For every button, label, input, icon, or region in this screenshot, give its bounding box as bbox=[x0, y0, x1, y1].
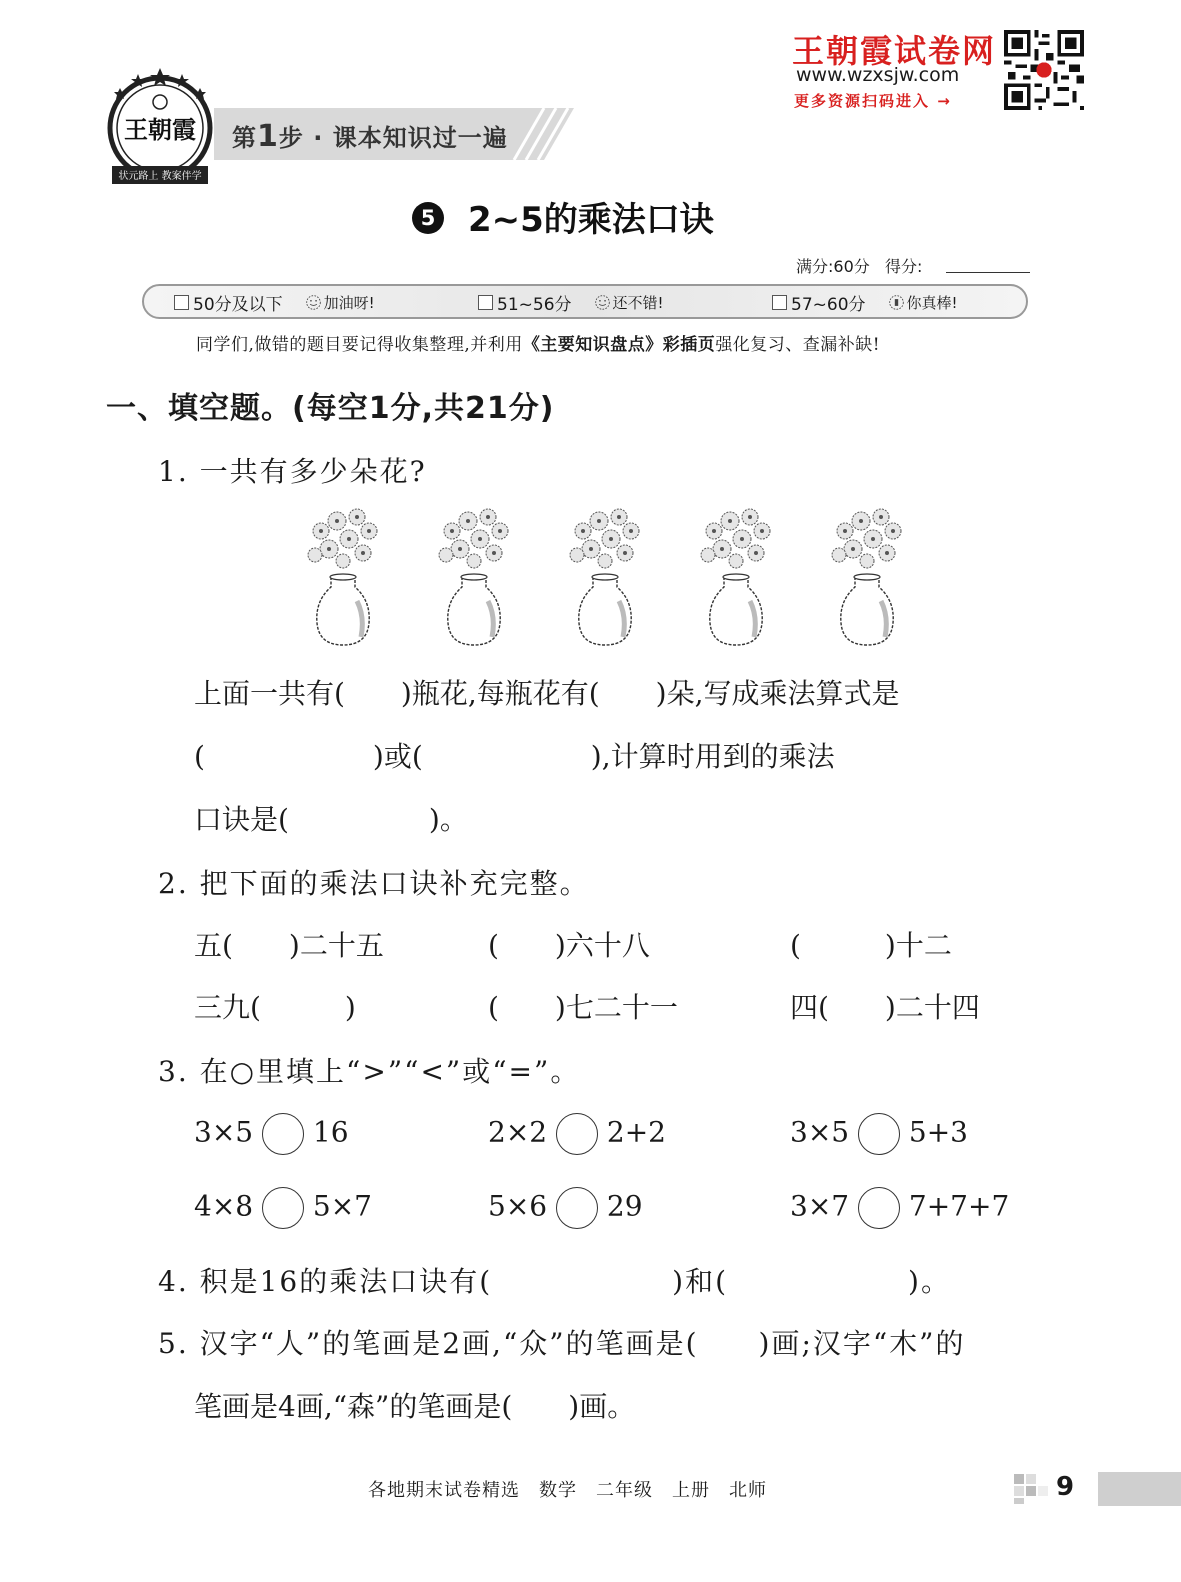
grade-message: 加油呀! bbox=[323, 294, 375, 312]
compare-circle[interactable] bbox=[858, 1113, 900, 1155]
compare-left: 5×6 bbox=[488, 1189, 548, 1223]
flower-vase-image bbox=[565, 505, 645, 650]
rhyme-blank: ( )六十八 bbox=[488, 929, 650, 962]
notice-bold: 《主要知识盘点》彩插页 bbox=[522, 335, 716, 355]
score-blank[interactable] bbox=[946, 272, 1030, 273]
grade-item-mid bbox=[478, 290, 664, 315]
grade-range: 50分及以下 bbox=[193, 295, 283, 315]
compare-left: 2×2 bbox=[488, 1115, 548, 1149]
section-heading: 一、填空题。(每空1分,共21分) bbox=[106, 391, 555, 426]
compare-left: 3×5 bbox=[194, 1115, 254, 1149]
question-2-stem: 2. 把下面的乘法口诀补充完整。 bbox=[158, 867, 590, 900]
grade-message: 你真棒! bbox=[906, 294, 958, 312]
compare-item bbox=[194, 1187, 372, 1229]
question-5-line-2: 笔画是4画,“森”的笔画是( )画。 bbox=[194, 1390, 636, 1423]
grade-range: 51~56分 bbox=[497, 295, 572, 315]
rhyme-blank: 四( )二十四 bbox=[790, 991, 980, 1024]
notice-pre: 同学们,做错的题目要记得收集整理,并利用 bbox=[196, 335, 523, 355]
compare-item bbox=[488, 1187, 643, 1229]
rhyme-blank: 五( )二十五 bbox=[194, 929, 384, 962]
compare-right: 29 bbox=[606, 1189, 643, 1223]
smile-face-icon bbox=[594, 294, 611, 311]
grade-range: 57~60分 bbox=[791, 295, 866, 315]
compare-right: 5+3 bbox=[908, 1115, 968, 1149]
rhyme-blank: 三九( ) bbox=[194, 991, 356, 1024]
compare-item bbox=[790, 1187, 1009, 1229]
question-1-line-3: 口诀是( )。 bbox=[194, 803, 468, 836]
page-title: 2~5的乘法口诀 bbox=[468, 200, 714, 240]
compare-left: 3×7 bbox=[790, 1189, 850, 1223]
step-label bbox=[232, 118, 508, 154]
cheer-face-icon bbox=[305, 294, 322, 311]
logo-ribbon: 状元路上 教案伴学 bbox=[118, 171, 202, 182]
rhyme-blank: ( )七二十一 bbox=[488, 991, 678, 1024]
compare-left: 4×8 bbox=[194, 1189, 254, 1223]
compare-circle[interactable] bbox=[556, 1113, 598, 1155]
grade-item-low bbox=[174, 290, 375, 315]
flower-vase-image bbox=[827, 505, 907, 650]
compare-circle[interactable] bbox=[262, 1113, 304, 1155]
question-1-line-2: ( )或( ),计算时用到的乘法 bbox=[194, 740, 835, 773]
compare-item bbox=[488, 1113, 666, 1155]
page-number: 9 bbox=[1056, 1472, 1075, 1502]
checkbox[interactable] bbox=[772, 295, 787, 310]
thumbs-up-icon bbox=[888, 294, 905, 311]
rhyme-blank: ( )十二 bbox=[790, 929, 952, 962]
compare-right: 7+7+7 bbox=[908, 1189, 1010, 1223]
brand-title: 王朝霞试卷网 bbox=[792, 32, 997, 70]
flower-vase-image bbox=[434, 505, 514, 650]
lesson-number-badge: 5 bbox=[412, 202, 444, 234]
flower-vase-image bbox=[696, 505, 776, 650]
notice-text bbox=[196, 330, 880, 355]
footer-band bbox=[1098, 1472, 1181, 1506]
compare-right: 16 bbox=[312, 1115, 349, 1149]
score-label: 得分: bbox=[885, 257, 923, 276]
compare-right: 2+2 bbox=[606, 1115, 666, 1149]
checkbox[interactable] bbox=[478, 295, 493, 310]
compare-circle[interactable] bbox=[262, 1187, 304, 1229]
grade-message: 还不错! bbox=[612, 294, 664, 312]
flower-vase-image bbox=[303, 505, 383, 650]
brand-logo-badge bbox=[104, 66, 216, 198]
footer-book-info: 各地期末试卷精选 数学 二年级 上册 北师 bbox=[368, 1480, 767, 1501]
compare-circle[interactable] bbox=[556, 1187, 598, 1229]
question-4: 4. 积是16的乘法口诀有( )和( )。 bbox=[158, 1265, 951, 1298]
question-1-stem: 1. 一共有多少朵花? bbox=[158, 455, 427, 488]
qr-code-icon[interactable] bbox=[1004, 30, 1084, 110]
score-line bbox=[796, 254, 922, 277]
compare-item bbox=[790, 1113, 968, 1155]
compare-item bbox=[194, 1113, 349, 1155]
question-1-line-1: 上面一共有( )瓶花,每瓶花有( )朵,写成乘法算式是 bbox=[194, 677, 900, 710]
brand-more-resources: 更多资源扫码进入 → bbox=[794, 92, 952, 110]
question-5-line-1: 5. 汉字“人”的笔画是2画,“众”的笔画是( )画;汉字“木”的 bbox=[158, 1327, 966, 1360]
step-number: 1 bbox=[257, 119, 279, 154]
logo-name: 王朝霞 bbox=[124, 115, 196, 144]
full-score: 满分:60分 bbox=[796, 257, 870, 276]
step-prefix: 第 bbox=[232, 124, 257, 152]
checkbox[interactable] bbox=[174, 295, 189, 310]
grade-item-high bbox=[772, 290, 958, 315]
compare-left: 3×5 bbox=[790, 1115, 850, 1149]
footer-decoration bbox=[1014, 1474, 1050, 1504]
question-3-stem: 3. 在○里填上“>”“<”或“=”。 bbox=[158, 1055, 581, 1088]
step-suffix: 步 · 课本知识过一遍 bbox=[278, 124, 508, 152]
notice-post: 强化复习、查漏补缺! bbox=[715, 335, 881, 355]
compare-circle[interactable] bbox=[858, 1187, 900, 1229]
compare-right: 5×7 bbox=[312, 1189, 372, 1223]
brand-url[interactable]: www.wzxsjw.com bbox=[796, 64, 960, 86]
